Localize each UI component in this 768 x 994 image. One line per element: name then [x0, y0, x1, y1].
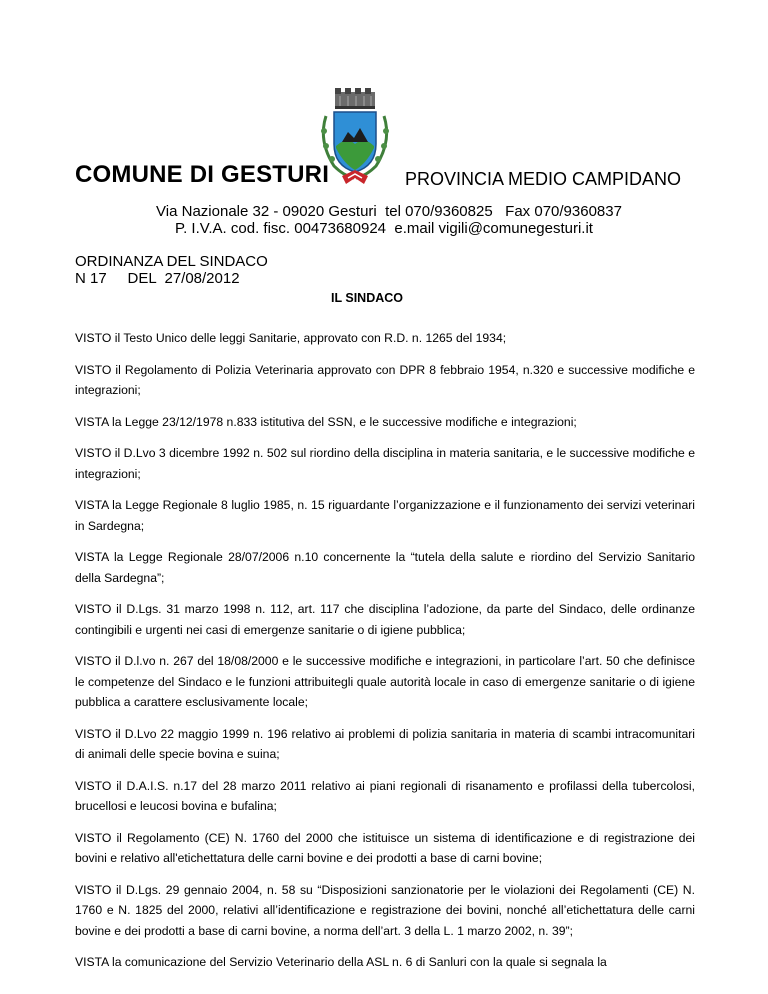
sindaco-heading: IL SINDACO [331, 291, 403, 305]
paragraph: VISTO il Testo Unico delle leggi Sanitarie, approvato con R.D. n. 1265 del 1934; [75, 331, 507, 345]
comune-name: COMUNE DI GESTURI [75, 161, 330, 188]
paragraph: VISTA la Legge Regionale 8 luglio 1985, n. 15 riguardante l’organizzazione e il funzionamento dei servizi veterinari in Sardegna; [75, 498, 695, 533]
paragraph: VISTO il D.l.vo n. 267 del 18/08/2000 e le successive modifiche e integrazioni, in particolare l’art. 50 che definisce le competenze del Sindaco e le funzioni attribuitegli quale autorità locale in caso di emergenze sanitarie o di igiene pubblica a carattere esclusivamente locale; [75, 654, 695, 709]
provincia-name: PROVINCIA MEDIO CAMPIDANO [405, 169, 682, 189]
address-block [0, 203, 768, 237]
paragraph: VISTO il Regolamento (CE) N. 1760 del 2000 che istituisce un sistema di identificazione e di registrazione dei bovini e relativo all'etichettatura delle carni bovine e dei prodotti a base di carni bovine; [75, 830, 695, 865]
paragraph: VISTA la comunicazione del Servizio Veterinario della ASL n. 6 di Sanluri con la quale si segnala la [75, 955, 607, 969]
address-line: Via Nazionale 32 - 09020 Gesturi tel 070/9360825 Fax 070/9360837 [156, 203, 622, 220]
ordinanza-block [75, 253, 268, 287]
tax-email-line: P. I.V.A. cod. fisc. 00473680924 e.mail vigili@comunegesturi.it [175, 220, 593, 237]
paragraph: VISTO il Regolamento di Polizia Veterinaria approvato con DPR 8 febbraio 1954, n.320 e successive modifiche e integrazioni; [75, 362, 695, 397]
ordinance-body [75, 328, 695, 984]
paragraph: VISTO il D.Lgs. 31 marzo 1998 n. 112, art. 117 che disciplina l’adozione, da parte del Sindaco, delle ordinanze contingibili e urgenti nei casi di emergenze sanitarie o di igiene pubblica; [75, 602, 695, 637]
paragraph: VISTO il D.Lvo 3 dicembre 1992 n. 502 sul riordino della disciplina in materia sanitaria, e le successive modifiche e integrazioni; [75, 446, 695, 481]
paragraph: VISTO il D.Lgs. 29 gennaio 2004, n. 58 su “Disposizioni sanzionatorie per le violazioni dei Regolamenti (CE) N. 1760 e N. 1825 del 2000, relativi all’identificazione e registrazione dei bovini, nonché all’etichettatura delle carni bovine e dei prodotti a base di carni bovine, a norma dell’art. 3 della L. 1 marzo 2002, n. 39”; [75, 882, 695, 938]
ordinanza-number-date: N 17 DEL 27/08/2012 [75, 270, 240, 287]
paragraph: VISTO il D.A.I.S. n.17 del 28 marzo 2011 relativo ai piani regionali di risanamento e profilassi della tubercolosi, brucellosi e leucosi bovina e bufalina; [75, 778, 695, 813]
ordinanza-title: ORDINANZA DEL SINDACO [75, 253, 268, 270]
paragraph: VISTO il D.Lvo 22 maggio 1999 n. 196 relativo ai problemi di polizia sanitaria in materia di scambi intracomunitari di animali delle specie bovina e suina; [75, 726, 695, 761]
paragraph: VISTA la Legge Regionale 28/07/2006 n.10 concernente la “tutela della salute e riordino del Servizio Sanitario della Sardegna”; [75, 550, 695, 585]
paragraph: VISTA la Legge 23/12/1978 n.833 istitutiva del SSN, e le successive modifiche e integrazioni; [75, 414, 577, 429]
